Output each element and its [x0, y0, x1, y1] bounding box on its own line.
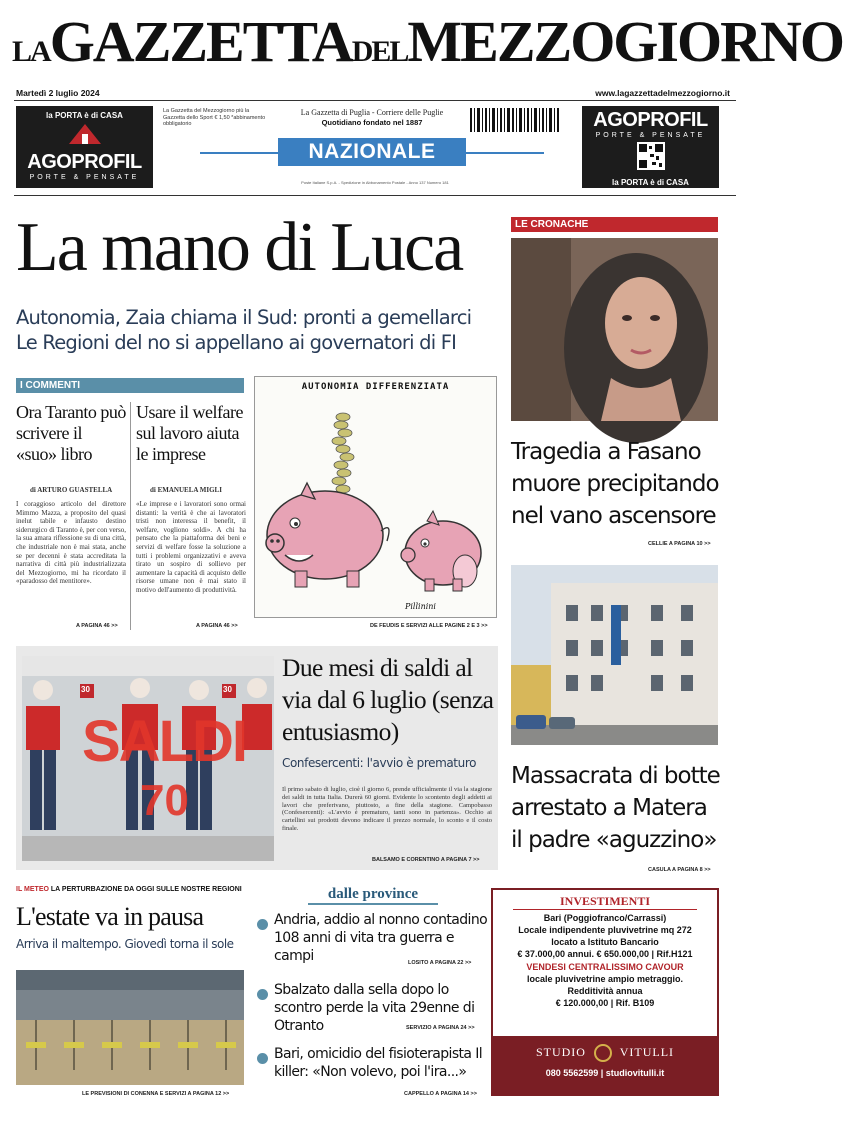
vitulli-heading: INVESTIMENTI: [513, 894, 697, 910]
ad-agoprofil-right[interactable]: [582, 106, 719, 188]
masthead-gazzetta: GAZZETTA: [49, 9, 352, 74]
meteo-kicker: [16, 886, 242, 893]
cartoon-signature: Pillinini: [404, 602, 436, 611]
province-item-2-ref[interactable]: SERVIZIO A PAGINA 24 >>: [406, 1025, 475, 1031]
issue-date: Martedì 2 luglio 2024: [16, 88, 100, 98]
comment-right-title[interactable]: Usare il welfare sul lavoro aiuta le imprese: [136, 402, 243, 464]
commenti-section-label: I COMMENTI: [16, 378, 244, 393]
ad-left-top-text: la PORTA è di CASA: [46, 111, 123, 120]
cronache-story2-ref[interactable]: CASULA A PAGINA 8 >>: [648, 867, 711, 873]
tagline: La Gazzetta di Puglia - Corriere delle Puglie: [300, 108, 444, 117]
lead-headline[interactable]: La mano di Luca: [16, 209, 463, 286]
vitulli-line-5: locale pluvivetrine ampio metraggio.: [526, 974, 684, 984]
header-bottom-rule: [14, 195, 736, 196]
fasano-victim-photo: [511, 238, 718, 421]
house-icon: [65, 122, 105, 146]
province-item-3-bullet: [257, 1049, 268, 1067]
ad-left-tag: PORTE & PENSATE: [29, 174, 140, 181]
comment-left-text: I coraggioso articolo del direttore Mimmo Mazza, a proposito del quasi inelut tabile e infausto destino siderurgico di Taranto è, per con verso, la sua amara riflessione su di una città, che industriale non è mai stata, anche se per decenni è stata accreditata la narrativa di città più industrializzata del Mezzogiorno, mi ha ricordato il «paradosso del mentitore».: [16, 500, 126, 586]
vitulli-footer: [493, 1036, 717, 1094]
saldi-title[interactable]: Due mesi di saldi al via dal 6 luglio (senza entusiasmo): [282, 653, 494, 746]
ad-right-tag: PORTE & PENSATE: [595, 132, 706, 139]
comment-left-byline: di ARTURO GUASTELLA: [30, 486, 113, 494]
masthead-divider: [14, 100, 736, 101]
barcode-icon: [470, 108, 562, 138]
vitulli-line-4: € 37.000,00 annui. € 650.000,00 | Rif.H121: [517, 949, 693, 959]
masthead: [12, 8, 843, 84]
province-item-3-ref[interactable]: CAPPELLO A PAGINA 14 >>: [404, 1091, 477, 1097]
website-link[interactable]: www.lagazzettadelmezzogiorno.it: [595, 88, 730, 98]
province-item-1-ref[interactable]: LOSITO A PAGINA 22 >>: [408, 960, 472, 966]
vitulli-heading-2: VENDESI CENTRALISSIMO CAVOUR: [526, 962, 684, 972]
province-item-3-title[interactable]: Bari, omicidio del fisioterapista Il killer: «Non volevo, poi l'ira...»: [274, 1046, 483, 1080]
cartoon-piggy-banks: [255, 395, 496, 617]
vitulli-line-7: € 120.000,00 | Rif. B109: [555, 998, 655, 1008]
meteo-kicker-text: LA PERTURBAZIONE DA OGGI SULLE NOSTRE REGIONI: [50, 886, 242, 893]
province-item-1-title[interactable]: Andria, addio al nonno contadino 108 anni di vita tra guerra e campi: [274, 912, 488, 964]
edition-rule-left: [200, 152, 278, 154]
matera-building-photo: [511, 565, 718, 745]
province-item-2-bullet: [257, 985, 268, 1003]
vitulli-site[interactable]: studiovitulli.it: [605, 1068, 665, 1078]
cartoon-frame: [254, 376, 497, 618]
comment-right-text: «Le imprese e i lavoratori sono ormai distanti: la verità è che ai lavoratori tristi non interessa il benefit, il welfare, vogliono soldi». A chi ha pensato che la piattaforma dei beni e servizi di welfare fosse la soluzione a tutti i problemi organizzativi e aveva tirato un sospiro di sollievo per aumentare la capacità di acquisto delle risorse umane non è mai stato il motivo dell'aumento di produttività.: [136, 500, 246, 594]
price-tag-2: 30: [223, 685, 232, 694]
comment-left-title[interactable]: Ora Taranto può scrivere il «suo» libro: [16, 402, 126, 464]
vitulli-brand: [493, 1044, 717, 1062]
lead-subheadline-2[interactable]: Le Regioni del no si appellano ai governatori di FI: [16, 331, 457, 354]
comment-right-ref[interactable]: A PAGINA 46 >>: [196, 623, 238, 629]
saldi-shop-photo: [22, 656, 274, 861]
meteo-subtitle[interactable]: Arriva il maltempo. Giovedì torna il sole: [16, 937, 234, 951]
portrait-image: [511, 238, 718, 421]
saldi-sign-percent: 70: [140, 776, 189, 825]
comment-left-ref[interactable]: A PAGINA 46 >>: [76, 623, 118, 629]
comment-right-byline: di EMANUELA MIGLI: [150, 486, 222, 494]
ad-left-brand: AGOPROFIL: [27, 151, 142, 173]
masthead-la: LA: [12, 35, 50, 68]
edition-label: NAZIONALE: [278, 138, 466, 166]
vitulli-line-6: Redditività annua: [567, 986, 643, 996]
meteo-ref[interactable]: LE PREVISIONI DI CONENNA E SERVIZI A PAGINA 12 >>: [82, 1091, 230, 1097]
vitulli-contacts: 080 5562599 | studiovitulli.it: [545, 1068, 665, 1078]
door-knocker-icon: [594, 1044, 612, 1062]
saldi-ref[interactable]: BALSAMO E CORENTINO A PAGINA 7 >>: [372, 857, 480, 863]
meteo-title[interactable]: L'estate va in pausa: [16, 902, 204, 931]
ad-agoprofil-left[interactable]: [16, 106, 153, 188]
saldi-text: Il primo sabato di luglio, cioè il giorno 6, prende ufficialmente il via la stagione dei saldi in tutta Italia. Durerà 60 giorni. Evidente lo scontento degli addetti ai lavori che preferivano, piuttosto, a fine della stagione. Campobasso (Confesercenti): «L'avvio è prematuro, tanti sono in partenza». Occhio ai cartellini sui prodotti devono indicare il prezzo normale, lo sconto e il costo finale.: [282, 786, 492, 832]
qr-code-icon: [637, 142, 665, 170]
ad-studio-vitulli[interactable]: [491, 888, 719, 1096]
cronache-section-label: LE CRONACHE: [511, 217, 718, 232]
price-note: La Gazzetta del Mezzogiorno più la Gazzetta dello Sport € 1,50 *abbinamento obbligatorio: [163, 108, 266, 127]
beach-photo: [16, 970, 244, 1085]
building-image: [511, 565, 718, 745]
vitulli-brand-left: STUDIO: [535, 1044, 586, 1059]
cartoon-title: AUTONOMIA DIFFERENZIATA: [301, 382, 450, 392]
saldi-sign: SALDI: [82, 709, 246, 774]
commenti-divider: [130, 402, 131, 630]
cartoon-ref[interactable]: DE FEUDIS E SERVIZI ALLE PAGINE 2 E 3 >>: [370, 623, 488, 629]
province-item-2-title[interactable]: Sbalzato dalla sella dopo lo scontro perde la vita 29enne di Otranto: [274, 982, 475, 1034]
masthead-del: DEL: [351, 35, 408, 68]
vitulli-phone[interactable]: 080 5562599: [545, 1068, 599, 1078]
cronache-story1-ref[interactable]: CELLIE A PAGINA 10 >>: [648, 541, 711, 547]
beach-image: [16, 970, 244, 1085]
price-tag-1: 30: [81, 685, 90, 694]
cronache-story1-title[interactable]: Tragedia a Fasano muore precipitando nel vano ascensore: [511, 439, 719, 529]
cronache-story2-title[interactable]: Massacrata di botte arrestato a Matera il padre «aguzzino»: [511, 763, 720, 853]
ad-right-brand: AGOPROFIL: [593, 109, 708, 131]
masthead-mezzogiorno: MEZZOGIORNO: [407, 9, 843, 74]
vitulli-line-1: Bari (Poggiofranco/Carrassi): [543, 913, 667, 923]
edition-rule-right: [466, 152, 544, 154]
lead-subheadline-1[interactable]: Autonomia, Zaia chiama il Sud: pronti a gemellarci: [16, 306, 472, 329]
saldi-subtitle[interactable]: Confesercenti: l'avvio è prematuro: [282, 756, 477, 770]
vitulli-line-2: Locale indipendente pluvivetrine mq 272: [518, 925, 692, 935]
province-item-1-bullet: [257, 915, 268, 933]
vitulli-brand-right: VITULLI: [619, 1044, 675, 1059]
ad-right-bottom-text: la PORTA è di CASA: [612, 178, 689, 187]
vitulli-line-3: locato a Istituto Bancario: [551, 937, 659, 947]
meteo-kicker-label: IL METEO: [16, 886, 49, 893]
province-section-label: dalle province: [308, 886, 438, 905]
admin-note: Poste Italiane S.p.A. - Spedizione in Abbonamento Postale - Anno 137 Numero 181: [301, 180, 449, 185]
founded: Quotidiano fondato nel 1887: [321, 118, 423, 127]
